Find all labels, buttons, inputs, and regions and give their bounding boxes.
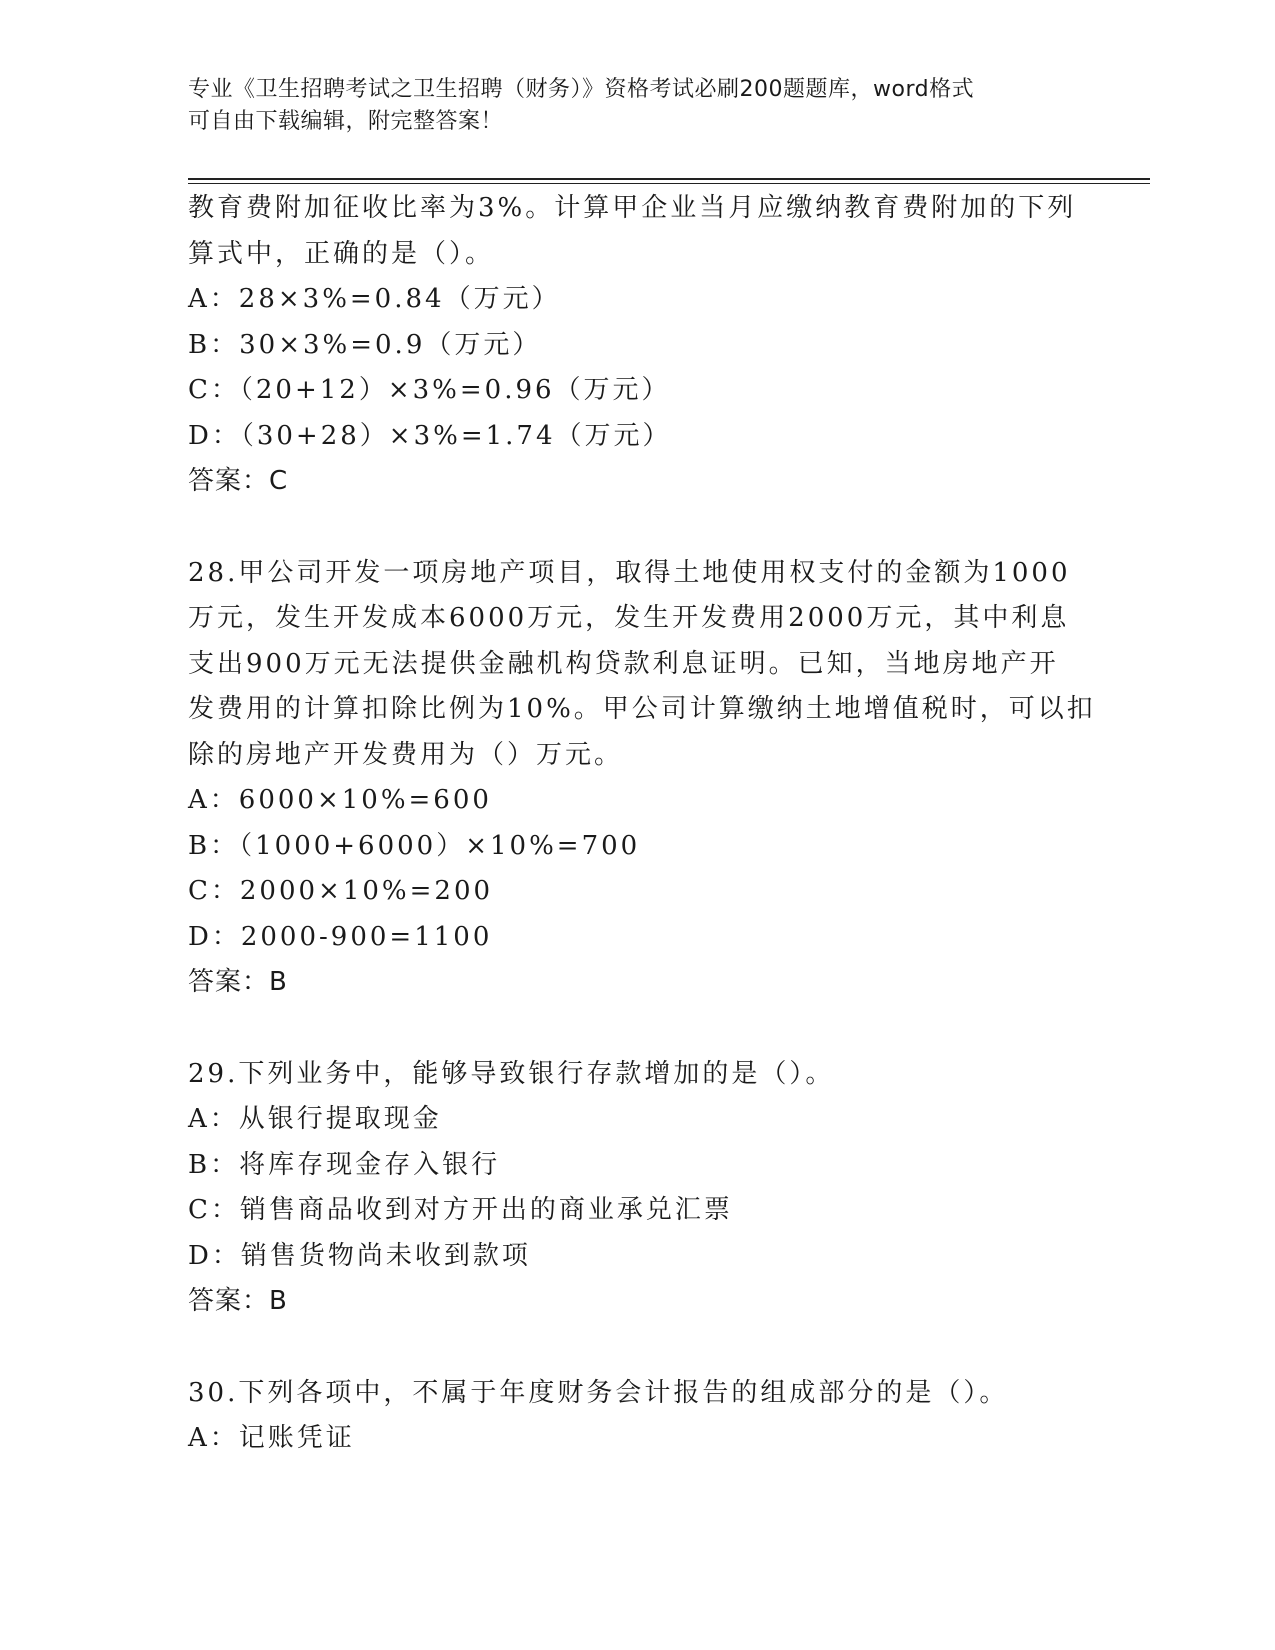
page-header [188, 74, 1088, 138]
question-stem: 教育费附加征收比率为3%。计算甲企业当月应缴纳教育费附加的下列 [188, 193, 1077, 223]
option-d: D：销售货物尚未收到款项 [188, 1240, 531, 1271]
option-d: D：2000-900=1100 [188, 921, 493, 952]
question-stem: 发费用的计算扣除比例为10%。甲公司计算缴纳土地增值税时，可以扣 [188, 694, 1096, 724]
spacer [188, 1006, 1088, 1052]
option-a: A：28×3%=0.84（万元） [188, 284, 561, 314]
question-stem: 28.甲公司开发一项房地产项目，取得土地使用权支付的金额为1000 [188, 557, 1071, 588]
question-stem: 万元，发生开发成本6000万元，发生开发费用2000万元，其中利息 [188, 603, 1070, 633]
answer: 答案：B [188, 1286, 288, 1316]
header-divider-thick [188, 178, 1150, 180]
option-a: A：从银行提取现金 [188, 1104, 442, 1134]
option-c: C：2000×10%=200 [188, 876, 494, 906]
answer: 答案：C [188, 466, 289, 496]
option-c: C：（20+12）×3%=0.96（万元） [188, 375, 671, 405]
answer: 答案：B [188, 967, 288, 997]
question-list [188, 186, 1096, 1462]
question-stem: 支出900万元无法提供金融机构贷款利息证明。已知，当地房地产开 [188, 648, 1059, 679]
question-stem: 29.下列业务中，能够导致银行存款增加的是（）。 [188, 1058, 835, 1089]
option-b: B：30×3%=0.9（万元） [188, 329, 542, 360]
question-stem: 除的房地产开发费用为（）万元。 [188, 739, 624, 770]
header-divider-thin [188, 183, 1150, 184]
option-b: B：（1000+6000）×10%=700 [188, 830, 641, 861]
spacer [188, 1325, 1088, 1371]
option-d: D：（30+28）×3%=1.74（万元） [188, 420, 672, 451]
option-b: B：将库存现金存入银行 [188, 1149, 501, 1180]
question-28 [188, 551, 1096, 1006]
question-30 [188, 1371, 1088, 1462]
option-a: A：记账凭证 [188, 1423, 355, 1453]
option-a: A：6000×10%=600 [188, 785, 492, 815]
header-title-line-2: 可自由下载编辑，附完整答案！ [188, 109, 504, 134]
question-27 [188, 186, 1088, 505]
question-stem: 30.下列各项中，不属于年度财务会计报告的组成部分的是（）。 [188, 1377, 1009, 1408]
header-title-line-1: 专业《卫生招聘考试之卫生招聘（财务）》资格考试必刷200题题库，word格式 [188, 77, 975, 102]
question-29 [188, 1052, 1088, 1325]
question-stem: 算式中，正确的是（）。 [188, 238, 495, 269]
spacer [188, 505, 1088, 551]
option-c: C：销售商品收到对方开出的商业承兑汇票 [188, 1195, 733, 1225]
